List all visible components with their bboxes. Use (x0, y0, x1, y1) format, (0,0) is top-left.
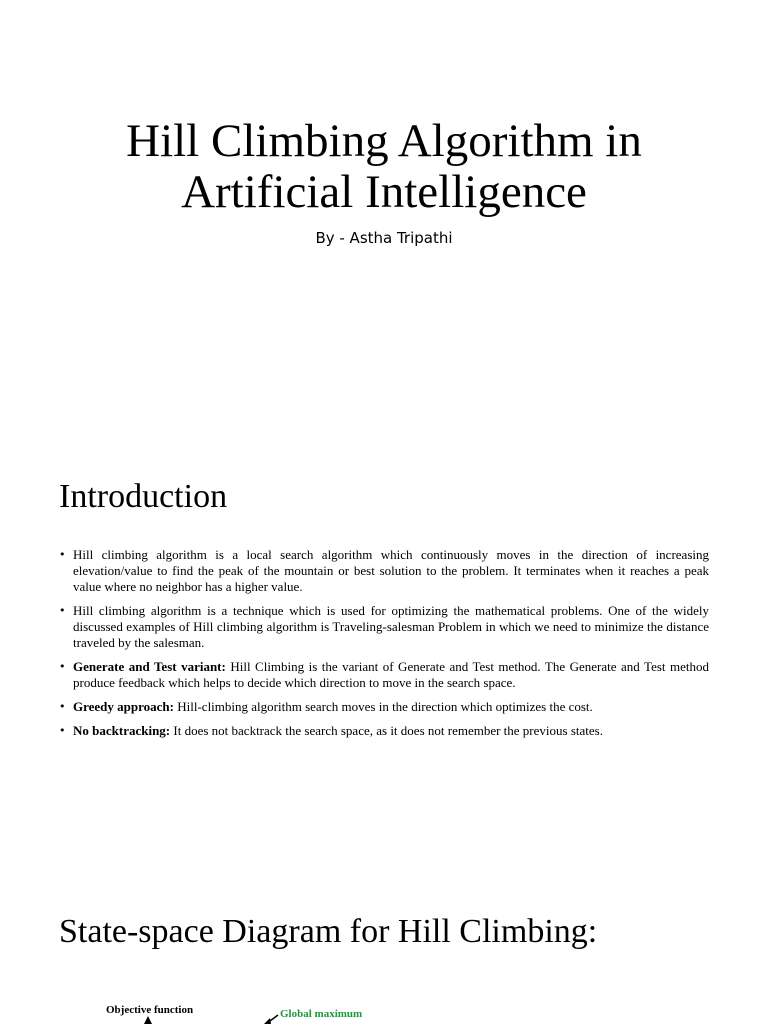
title-line-2: Artificial Intelligence (181, 166, 587, 218)
bullet-text: Hill climbing algorithm is a technique which is used for optimizing the mathematical problems. One of the widely discussed examples of Hill climbing algorithm is Traveling-salesman Problem in which we need to minimize the distance traveled by the salesman. (73, 603, 709, 650)
bullet-text: Hill Climbing is the variant of Generate and Test method. The Generate and Test method produce feedback which helps to decide which direction to move in the search space. (73, 659, 709, 690)
bullet-bold-label: Greedy approach: (73, 699, 174, 714)
bullet-item (59, 547, 709, 595)
bullet-item (59, 603, 709, 651)
state-space-figure-graphics (0, 864, 768, 1024)
bullet-item (59, 659, 709, 691)
bullet-dot-icon: • (59, 700, 66, 713)
bullet-bold-label: Generate and Test variant: (73, 659, 226, 674)
global-maximum-label: Global maximum (280, 1008, 363, 1020)
bullet-text: Hill-climbing algorithm search moves in the direction which optimizes the cost. (174, 699, 593, 714)
bullet-dot-icon: • (59, 660, 66, 673)
presentation-title (60, 116, 708, 218)
author-subtitle: By - Astha Tripathi (315, 229, 453, 247)
bullet-text: It does not backtrack the search space, as it does not remember the previous states. (170, 723, 603, 738)
introduction-bullet-list (59, 547, 709, 747)
bullet-dot-icon: • (59, 548, 66, 561)
title-slide (0, 0, 768, 432)
state-space-heading: State-space Diagram for Hill Climbing: (59, 913, 598, 950)
state-space-slide (0, 864, 768, 1024)
bullet-dot-icon: • (59, 604, 66, 617)
global-maximum-arrowhead-icon (264, 1018, 271, 1024)
bullet-bold-label: No backtracking: (73, 723, 171, 738)
introduction-heading: Introduction (59, 478, 228, 515)
bullet-text: Hill climbing algorithm is a local search algorithm which continuously moves in the direction of increasing elevation/value to find the peak of the mountain or best solution to the problem. It terminates when it reaches a peak value where no neighbor has a higher value. (73, 547, 709, 594)
bullet-item (59, 699, 709, 715)
bullet-item (59, 723, 709, 739)
bullet-dot-icon: • (59, 724, 66, 737)
introduction-slide (0, 432, 768, 864)
title-line-1: Hill Climbing Algorithm in (126, 115, 642, 167)
objective-function-label: Objective function (106, 1004, 194, 1016)
y-axis-arrowhead-icon (144, 1016, 152, 1024)
